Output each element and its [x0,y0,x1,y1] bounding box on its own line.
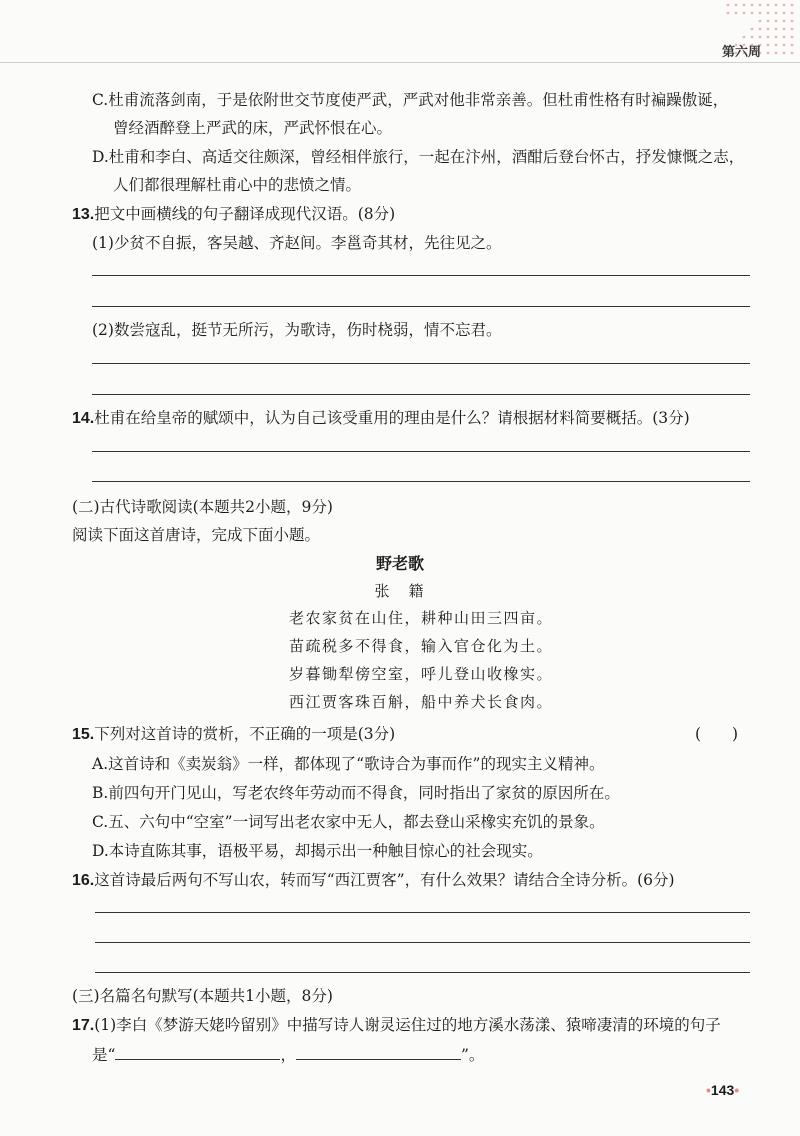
answer-line[interactable] [92,394,750,395]
decor-dot [783,20,786,23]
answer-line[interactable] [95,942,750,943]
poem-line: 西江贾客珠百斛，船中养犬长食肉。 [289,693,554,711]
decor-dot [759,28,762,31]
question-15-stem: 下列对这首诗的赏析，不正确的一项是(3分) [94,725,396,743]
q15-option-a: A.这首诗和《卖炭翁》一样，都体现了“歌诗合为事而作”的现实主义精神。 [92,755,605,773]
decor-dot [783,4,786,7]
decor-dot [775,52,778,55]
q15-option-d: D.本诗直陈其事，语极平易，却揭示出一种触目惊心的社会现实。 [92,842,543,860]
q13-sentence-2: (2)数尝寇乱，挺节无所污，为歌诗，伤时桡弱，情不忘君。 [92,321,502,339]
poem-title: 野老歌 [375,554,424,573]
decor-dot [727,12,730,15]
answer-bracket[interactable]: ( ) [695,725,739,743]
decor-dot [783,12,786,15]
question-16 [72,870,675,891]
page-dot-left: • [706,1082,711,1098]
section-2-title: (二)古代诗歌阅读(本题共2小题，9分) [72,498,333,516]
poem-line: 苗疏税多不得食，输入官仓化为土。 [289,637,554,655]
page-dot-right: • [734,1082,740,1098]
decor-dot [743,12,746,15]
decor-dot [727,4,730,7]
question-16-stem: 这首诗最后两句不写山农，转而写“西江贾客”，有什么效果？请结合全诗分析。(6分) [94,871,675,889]
answer-line[interactable] [95,912,750,913]
poem-line: 老农家贫在山住，耕种山田三四亩。 [289,609,554,627]
decor-dot [783,44,786,47]
decor-dot [767,28,770,31]
question-17-line2 [92,1043,484,1065]
q15-option-b: B.前四句开门见山，写老农终年劳动而不得食，同时指出了家贫的原因所在。 [92,784,620,802]
question-14 [72,408,690,429]
answer-line[interactable] [92,481,750,482]
decor-dot [759,12,762,15]
decor-dot [775,20,778,23]
decor-dot [783,36,786,39]
week-label: 第六周 [722,44,762,59]
poem-author: 张 籍 [374,582,426,600]
decor-dot [759,4,762,7]
question-15-number: 15. [72,726,95,743]
question-13 [72,204,395,225]
answer-line[interactable] [92,275,750,276]
decor-dot [783,28,786,31]
answer-line[interactable] [92,306,750,307]
decor-dot [783,52,786,55]
question-17-number: 17. [72,1017,95,1034]
decor-dot [767,44,770,47]
decor-dot [775,44,778,47]
question-15 [72,724,395,745]
decor-dot [743,4,746,7]
decor-dot [791,44,794,47]
decor-dot [767,12,770,15]
decor-dot [751,36,754,39]
answer-line[interactable] [95,972,750,973]
question-13-stem: 把文中画横线的句子翻译成现代汉语。(8分) [94,205,396,223]
decor-dot [759,36,762,39]
q13-sentence-1: (1)少贫不自振，客吴越、齐赵间。李邕奇其材，先往见之。 [92,234,502,252]
page-number [706,1082,739,1098]
option-d-line1: D.杜甫和李白、高适交往颇深，曾经相伴旅行，一起在汴州，酒酣后登台怀古，抒发慷慨之志， [92,148,745,166]
header-rule [0,62,800,63]
decor-dot [767,4,770,7]
decor-dot [767,52,770,55]
decor-dot [767,36,770,39]
decor-dot [775,28,778,31]
question-14-number: 14. [72,410,95,427]
decor-dot [751,28,754,31]
decor-dot [735,12,738,15]
decor-dot [767,20,770,23]
fill-blank-1[interactable] [115,1043,280,1060]
option-c-line1: C.杜甫流落剑南，于是依附世交节度使严武，严武对他非常亲善。但杜甫性格有时褊躁傲诞， [92,91,729,109]
decor-dot [791,12,794,15]
decor-dot [775,4,778,7]
fill-blank-2[interactable] [296,1043,461,1060]
section-3-title: (三)名篇名句默写(本题共1小题，8分) [72,987,333,1005]
section-2-instruction: 阅读下面这首唐诗，完成下面小题。 [72,526,321,544]
answer-line[interactable] [92,363,750,364]
q17-separator: ， [280,1046,296,1064]
question-17 [72,1015,721,1036]
answer-line[interactable] [92,451,750,452]
option-c-line2: 曾经酒醉登上严武的床，严武怀恨在心。 [113,119,393,137]
page-number-value: 143 [710,1082,735,1098]
decor-dot [791,20,794,23]
decor-dot [743,36,746,39]
q17-prefix: 是“ [92,1046,116,1064]
question-14-stem: 杜甫在给皇帝的赋颂中，认为自己该受重用的理由是什么？请根据材料简要概括。(3分) [94,409,690,427]
decor-dot [751,4,754,7]
option-d-line2: 人们都很理解杜甫心中的悲愤之情。 [113,176,362,194]
decor-dot [791,36,794,39]
question-17-line1: (1)李白《梦游天姥吟留别》中描写诗人谢灵运住过的地方溪水荡漾、猿啼凄清的环境的句子 [94,1016,721,1034]
decor-dot [791,28,794,31]
decor-dot [791,52,794,55]
decor-dot [791,4,794,7]
poem-line: 岁暮锄犁傍空室，呼儿登山收橡实。 [289,665,554,683]
decor-dot [775,36,778,39]
q15-option-c: C.五、六句中“空室”一词写出老农家中无人，都去登山采橡实充饥的景象。 [92,813,605,831]
decor-dot [735,4,738,7]
question-13-number: 13. [72,206,95,223]
decor-dot [759,20,762,23]
decor-dot [775,12,778,15]
decor-dot [751,12,754,15]
q17-suffix: ”。 [460,1046,485,1064]
question-16-number: 16. [72,872,95,889]
